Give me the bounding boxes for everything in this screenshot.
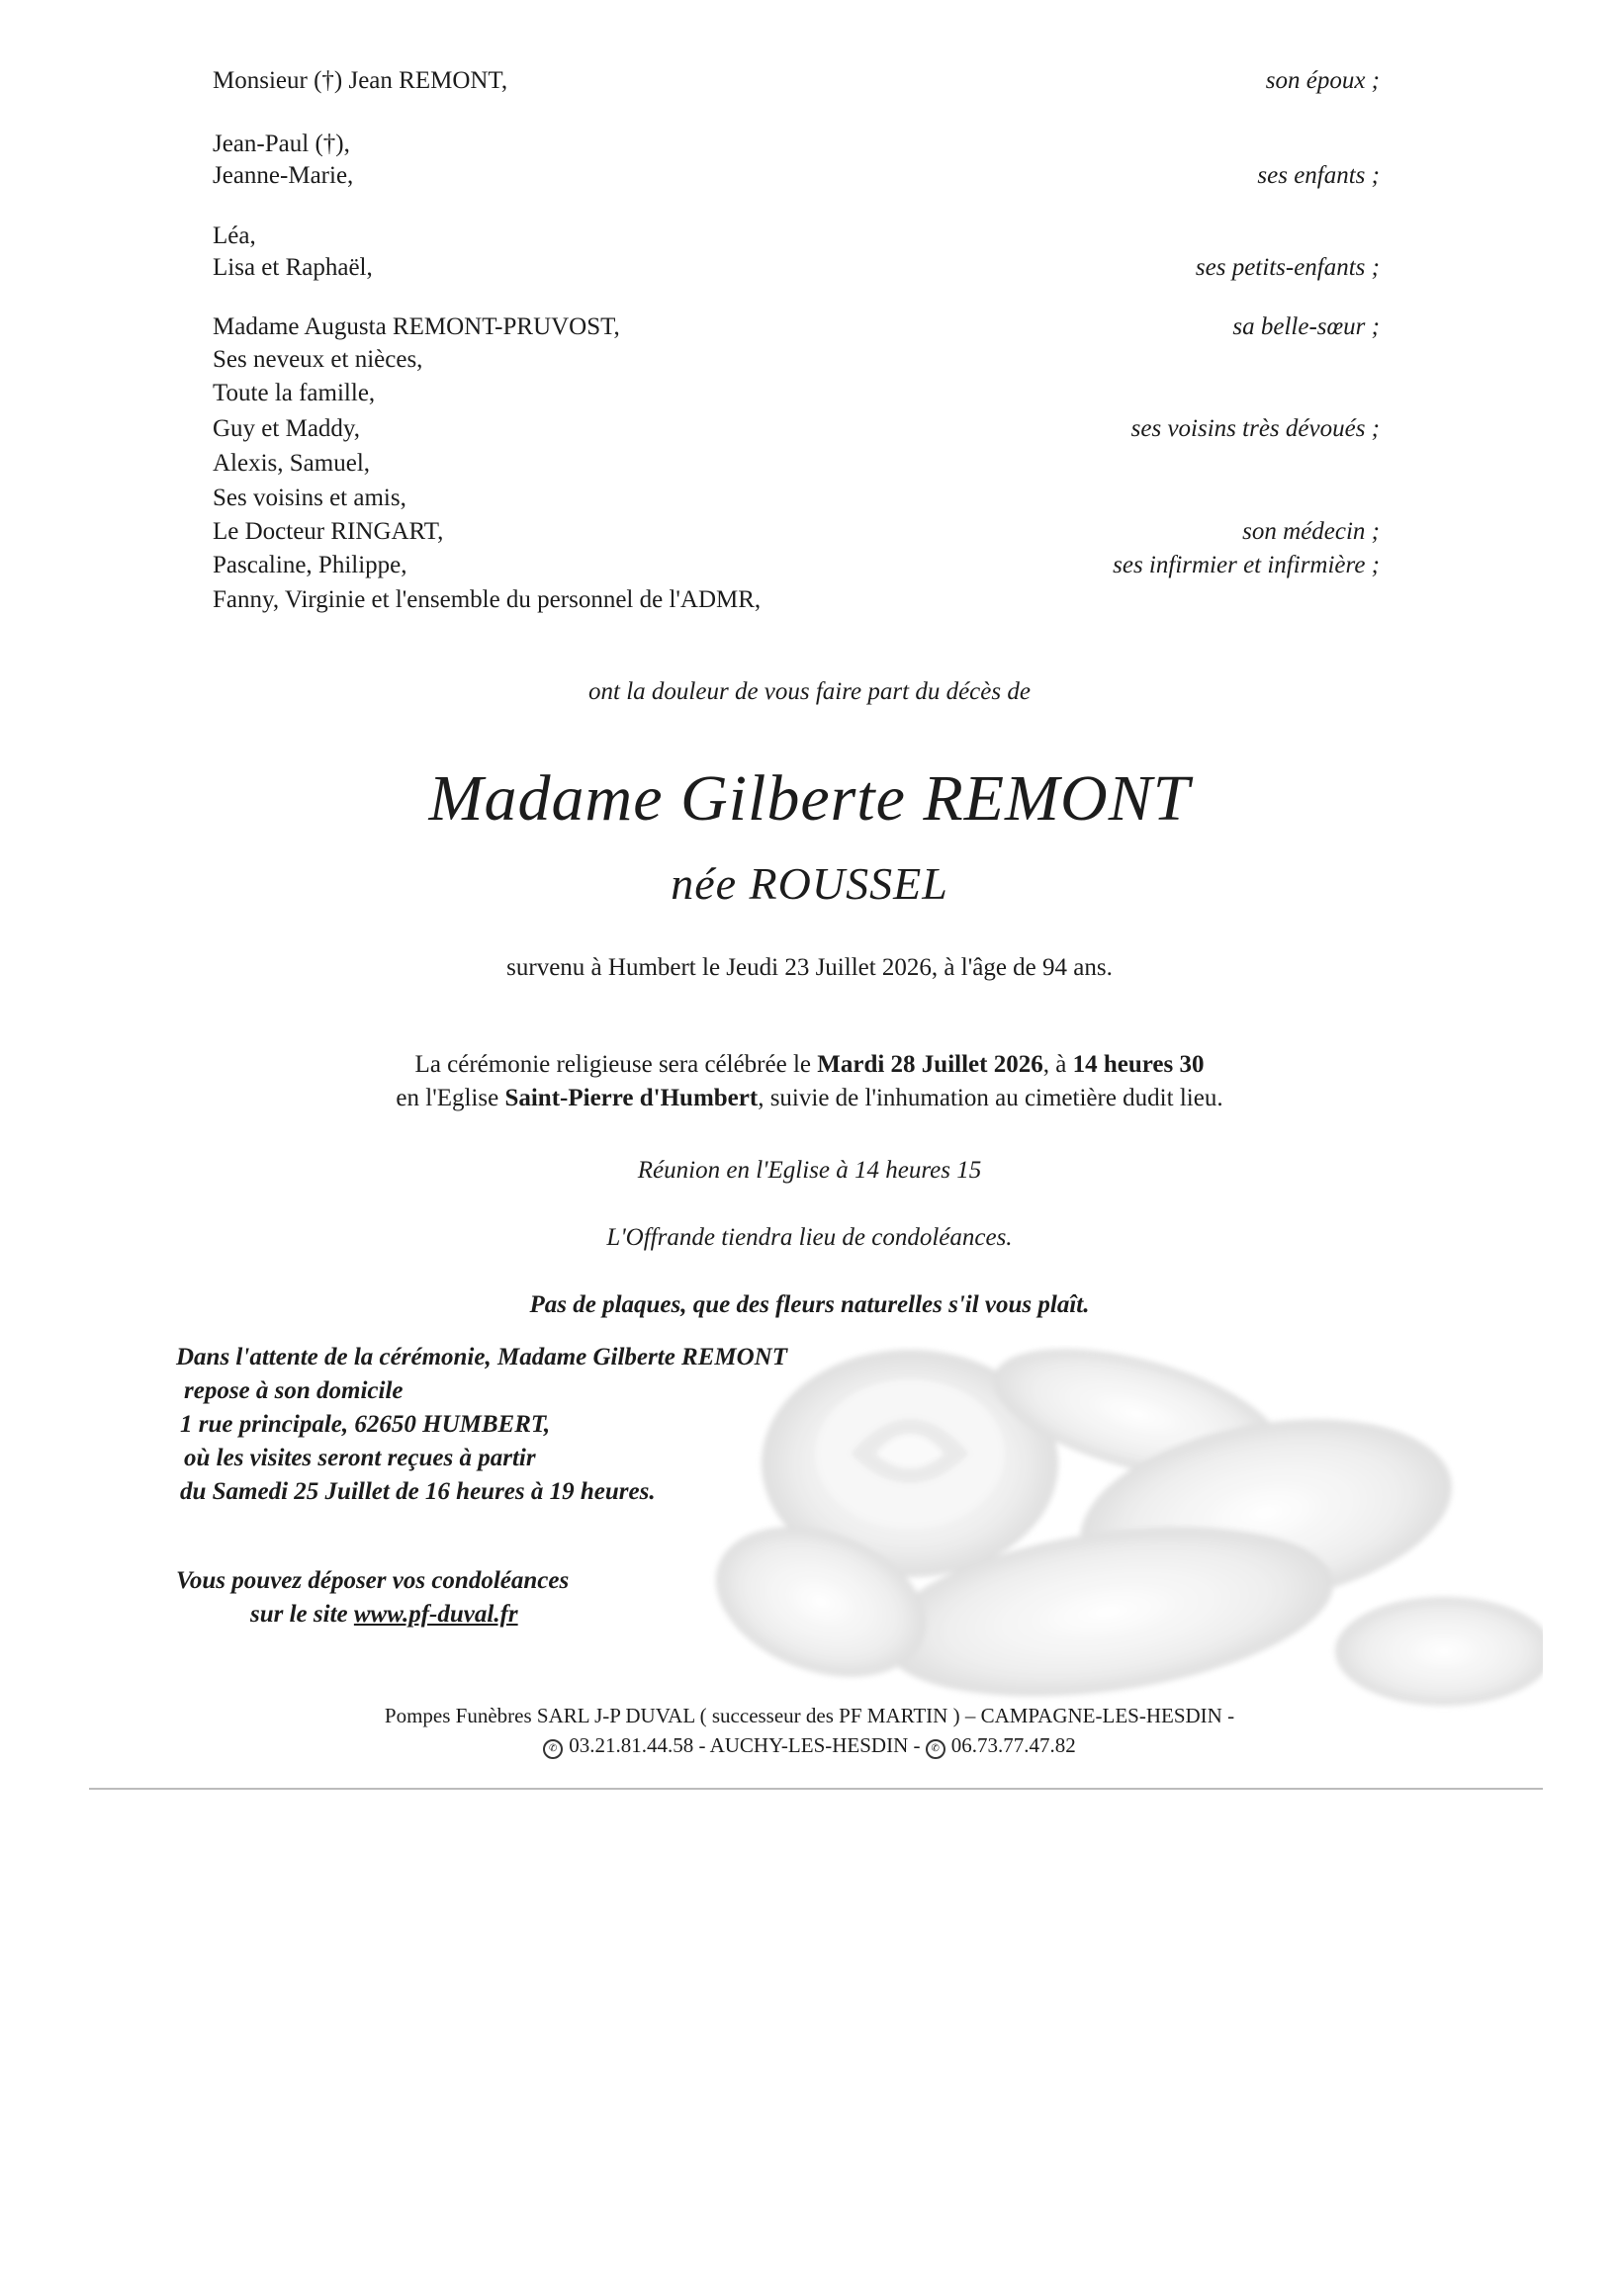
website-link[interactable]: www.pf-duval.fr: [353, 1601, 518, 1628]
funeral-home-line: Pompes Funèbres SARL J-P DUVAL ( successeur des PF MARTIN ) – CAMPAGNE-LES-HESDIN -: [384, 1704, 1235, 1727]
family-row: [213, 342, 1380, 378]
visitation-line: du Samedi 25 Juillet de 16 heures à 19 heures.: [180, 1478, 656, 1505]
family-relation: ses infirmier et infirmière ;: [1113, 552, 1380, 578]
family-row: [213, 158, 1380, 194]
ceremony-text: , à: [1042, 1051, 1073, 1078]
phone-number-2: 06.73.77.47.82: [950, 1733, 1076, 1757]
ceremony-text: , suivie de l'inhumation au cimetière dudit lieu.: [758, 1085, 1223, 1111]
phone-icon: ✆: [926, 1739, 945, 1759]
family-relation: ses voisins très dévoués ;: [1130, 415, 1380, 442]
family-row: [213, 376, 1380, 411]
family-name: Jeanne-Marie,: [213, 162, 354, 189]
family-name: Ses voisins et amis,: [213, 485, 406, 511]
ceremony-line-2: [0, 1082, 1619, 1115]
online-prefix: sur le site: [250, 1601, 354, 1628]
white-rose-icon: [673, 1345, 1543, 1721]
phone-number-1: 03.21.81.44.58: [569, 1733, 694, 1757]
church-name: Saint-Pierre d'Humbert: [504, 1085, 759, 1111]
phone-separator: - AUCHY-LES-HESDIN -: [693, 1733, 926, 1757]
family-name: Madame Augusta REMONT-PRUVOST,: [213, 313, 620, 340]
family-row: [213, 63, 1380, 99]
family-name: Jean-Paul (†),: [213, 131, 350, 157]
family-name: Ses neveux et nièces,: [213, 346, 423, 373]
visitation-line: Dans l'attente de la cérémonie, Madame Gilberte REMONT: [176, 1344, 788, 1370]
family-name: Alexis, Samuel,: [213, 450, 371, 477]
family-name: Pascaline, Philippe,: [213, 552, 407, 578]
family-row: [213, 127, 1380, 162]
family-row: [213, 219, 1380, 254]
family-relation: son époux ;: [1265, 67, 1380, 94]
online-line-2: [176, 1598, 569, 1632]
family-name: Monsieur (†) Jean REMONT,: [213, 67, 508, 94]
family-relation: son médecin ;: [1242, 518, 1380, 545]
family-name: Fanny, Virginie et l'ensemble du personnel de l'ADMR,: [213, 586, 762, 613]
phone-icon: ✆: [543, 1739, 563, 1759]
family-name: Lisa et Raphaël,: [213, 254, 373, 281]
family-row: [213, 411, 1380, 447]
family-row: [213, 250, 1380, 286]
family-name: Le Docteur RINGART,: [213, 518, 444, 545]
family-row: [213, 514, 1380, 550]
ceremony-date: Mardi 28 Juillet 2026: [817, 1051, 1043, 1078]
flowers-notice: Pas de plaques, que des fleurs naturelles s'il vous plaît.: [529, 1291, 1090, 1318]
funeral-home-phones: [0, 1730, 1619, 1760]
online-condolences: [176, 1564, 569, 1632]
death-info: survenu à Humbert le Jeudi 23 Juillet 2026, à l'âge de 94 ans.: [506, 954, 1113, 981]
ceremony-line-1: [0, 1048, 1619, 1082]
ceremony-text: en l'Eglise: [396, 1085, 505, 1111]
family-relation: sa belle-sœur ;: [1232, 313, 1380, 340]
visitation-line: 1 rue principale, 62650 HUMBERT,: [180, 1411, 551, 1438]
visitation-line: repose à son domicile: [184, 1377, 404, 1404]
deceased-name: Madame Gilberte REMONT: [428, 762, 1191, 835]
family-relation: ses petits-enfants ;: [1195, 254, 1380, 281]
ceremony-time: 14 heures 30: [1072, 1051, 1205, 1078]
reunion-info: Réunion en l'Eglise à 14 heures 15: [637, 1157, 982, 1184]
family-row: [213, 309, 1380, 345]
family-row: [213, 548, 1380, 583]
family-relation: ses enfants ;: [1257, 162, 1380, 189]
bottom-divider: [89, 1788, 1543, 1790]
family-row: [213, 481, 1380, 516]
offrande-info: L'Offrande tiendra lieu de condoléances.: [606, 1224, 1013, 1251]
family-row: [213, 582, 1380, 618]
online-line-1: Vous pouvez déposer vos condoléances: [176, 1567, 570, 1594]
ceremony-info: [0, 1048, 1619, 1115]
visitation-info: [176, 1341, 787, 1509]
maiden-name: née ROUSSEL: [671, 858, 948, 909]
visitation-line: où les visites seront reçues à partir: [184, 1445, 536, 1471]
family-name: Léa,: [213, 222, 256, 249]
ceremony-text: La cérémonie religieuse sera célébrée le: [414, 1051, 818, 1078]
family-name: Guy et Maddy,: [213, 415, 361, 442]
announcement-intro: ont la douleur de vous faire part du décès de: [588, 678, 1031, 705]
family-row: [213, 446, 1380, 482]
family-name: Toute la famille,: [213, 380, 376, 406]
